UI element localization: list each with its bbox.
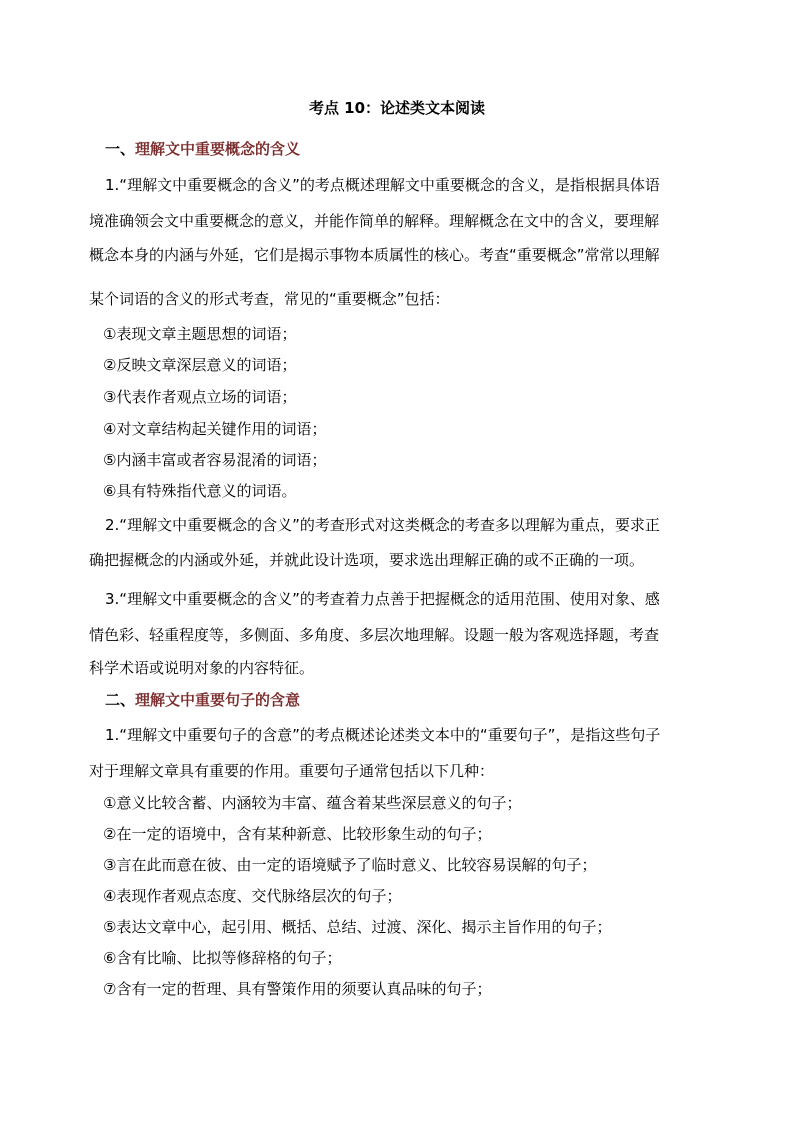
section-heading-1	[105, 139, 300, 159]
paragraph-line: 确把握概念的内涵或外延，并就此设计选项，要求选出理解正确的或不正确的一项。	[89, 551, 645, 569]
paragraph-line: 3.“理解文中重要概念的含义”的考查着力点善于把握概念的适用范围、使用对象、感	[105, 590, 660, 608]
section-number: 二、	[105, 691, 136, 709]
list-item: ④对文章结构起关键作用的词语；	[103, 420, 327, 438]
list-item: ⑥含有比喻、比拟等修辞格的句子；	[103, 949, 342, 967]
list-item: ⑥具有特殊指代意义的词语。	[103, 482, 297, 500]
page-title: 考点 10：论述类文本阅读	[308, 99, 486, 117]
paragraph-line: 科学术语或说明对象的内容特征。	[89, 659, 315, 677]
list-item: ③代表作者观点立场的词语；	[103, 388, 297, 406]
paragraph-line: 境准确领会文中重要概念的意义，并能作简单的解释。理解概念在文中的含义，要理解	[89, 212, 660, 230]
list-item: ⑤表达文章中心，起引用、概括、总结、过渡、深化、揭示主旨作用的句子；	[103, 918, 612, 936]
list-item: ①表现文章主题思想的词语；	[103, 325, 297, 343]
list-item: ⑦含有一定的哲理、具有警策作用的须要认真品味的句子；	[103, 980, 492, 998]
paragraph-line: 1.“理解文中重要概念的含义”的考点概述理解文中重要概念的含义，是指根据具体语	[105, 176, 660, 194]
section-title: 理解文中重要概念的含义	[135, 140, 301, 158]
section-title: 理解文中重要句子的含意	[135, 691, 301, 709]
list-item: ④表现作者观点态度、交代脉络层次的句子；	[103, 887, 402, 905]
list-item: ①意义比较含蓄、内涵较为丰富、蕴含着某些深层意义的句子；	[103, 794, 522, 812]
list-item: ⑤内涵丰富或者容易混淆的词语；	[103, 451, 327, 469]
list-item: ③言在此而意在彼、由一定的语境赋予了临时意义、比较容易误解的句子；	[103, 856, 597, 874]
paragraph-line: 对于理解文章具有重要的作用。重要句子通常包括以下几种：	[89, 762, 495, 780]
section-number: 一、	[105, 140, 136, 158]
list-item: ②在一定的语境中，含有某种新意、比较形象生动的句子；	[103, 825, 492, 843]
list-item: ②反映文章深层意义的词语；	[103, 356, 297, 374]
paragraph-line: 1.“理解文中重要句子的含意”的考点概述论述类文本中的“重要句子”，是指这些句子	[105, 726, 661, 744]
paragraph-line: 概念本身的内涵与外延，它们是揭示事物本质属性的核心。考查“重要概念”常常以理解	[89, 246, 660, 264]
paragraph-line: 某个词语的含义的形式考查，常见的“重要概念”包括：	[89, 290, 450, 308]
paragraph-line: 情色彩、轻重程度等，多侧面、多角度、多层次地理解。设题一般为客观选择题，考查	[89, 626, 660, 644]
section-heading-2	[105, 690, 300, 710]
paragraph-line: 2.“理解文中重要概念的含义”的考查形式对这类概念的考查多以理解为重点，要求正	[105, 516, 660, 534]
